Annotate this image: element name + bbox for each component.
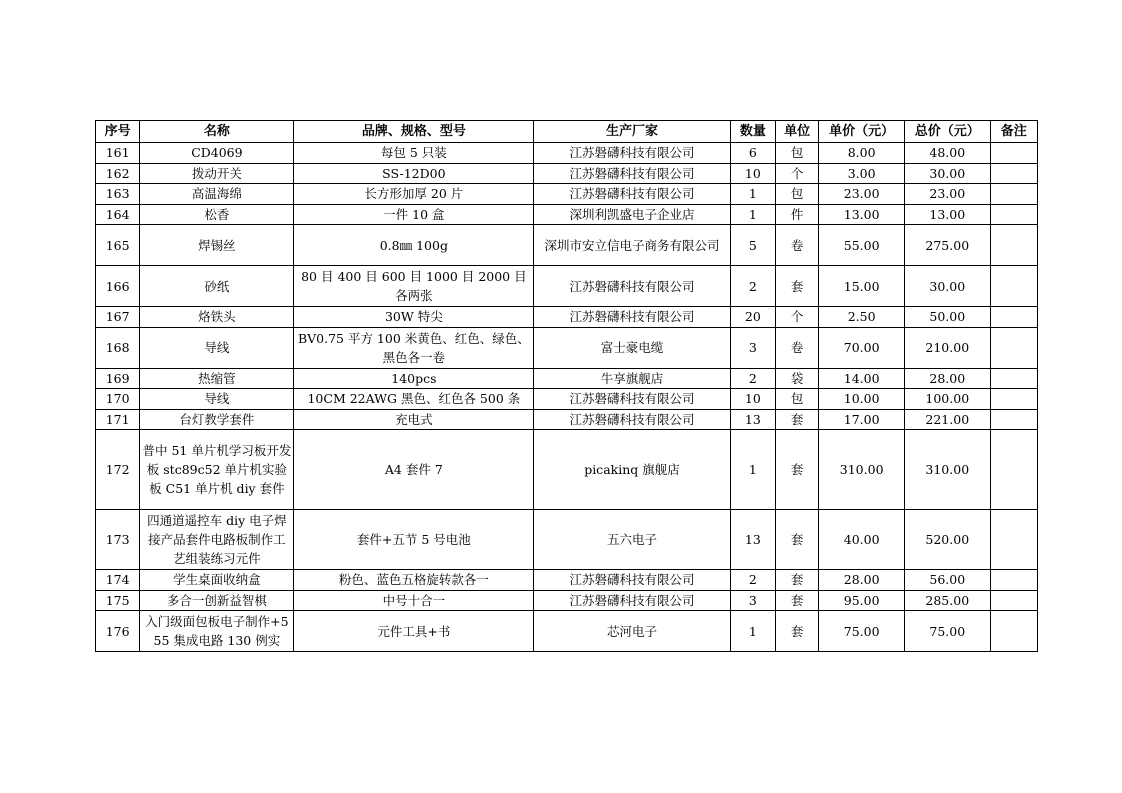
cell-total: 28.00 <box>904 368 990 389</box>
table-row <box>96 307 1038 328</box>
cell-unit: 套 <box>776 266 819 307</box>
table-row <box>96 409 1038 430</box>
cell-price: 310.00 <box>819 430 905 510</box>
cell-maker: 江苏磐礴科技有限公司 <box>534 590 730 611</box>
cell-name: 导线 <box>140 389 294 410</box>
cell-no: 167 <box>96 307 140 328</box>
cell-price: 15.00 <box>819 266 905 307</box>
cell-total: 48.00 <box>904 143 990 164</box>
cell-name: 热缩管 <box>140 368 294 389</box>
cell-no: 169 <box>96 368 140 389</box>
cell-unit: 包 <box>776 389 819 410</box>
cell-qty: 3 <box>730 590 775 611</box>
cell-no: 172 <box>96 430 140 510</box>
cell-qty: 2 <box>730 368 775 389</box>
cell-no: 163 <box>96 184 140 205</box>
table-row <box>96 204 1038 225</box>
cell-no: 174 <box>96 570 140 591</box>
cell-maker: 富士豪电缆 <box>534 327 730 368</box>
cell-unit: 套 <box>776 430 819 510</box>
header-price: 单价（元） <box>819 121 905 143</box>
cell-name: 多合一创新益智棋 <box>140 590 294 611</box>
cell-maker: 五六电子 <box>534 510 730 570</box>
cell-price: 2.50 <box>819 307 905 328</box>
table-header-row <box>96 121 1038 143</box>
table-row <box>96 327 1038 368</box>
cell-spec: 套件+五节 5 号电池 <box>294 510 534 570</box>
cell-total: 30.00 <box>904 163 990 184</box>
table-row <box>96 184 1038 205</box>
cell-name: 高温海绵 <box>140 184 294 205</box>
table-row <box>96 389 1038 410</box>
cell-unit: 套 <box>776 590 819 611</box>
cell-no: 164 <box>96 204 140 225</box>
cell-total: 520.00 <box>904 510 990 570</box>
cell-spec: 30W 特尖 <box>294 307 534 328</box>
cell-price: 3.00 <box>819 163 905 184</box>
cell-note <box>990 327 1037 368</box>
cell-name: 松香 <box>140 204 294 225</box>
cell-note <box>990 266 1037 307</box>
cell-name: 导线 <box>140 327 294 368</box>
cell-total: 210.00 <box>904 327 990 368</box>
cell-no: 165 <box>96 225 140 266</box>
cell-no: 170 <box>96 389 140 410</box>
cell-note <box>990 204 1037 225</box>
cell-spec: 80 目 400 目 600 目 1000 目 2000 目各两张 <box>294 266 534 307</box>
cell-name: 普中 51 单片机学习板开发板 stc89c52 单片机实验板 C51 单片机 diy 套件 <box>140 430 294 510</box>
cell-maker: 江苏磐礴科技有限公司 <box>534 266 730 307</box>
cell-name: 拨动开关 <box>140 163 294 184</box>
cell-note <box>990 389 1037 410</box>
cell-name: CD4069 <box>140 143 294 164</box>
cell-price: 17.00 <box>819 409 905 430</box>
cell-qty: 1 <box>730 204 775 225</box>
table-row <box>96 590 1038 611</box>
cell-total: 56.00 <box>904 570 990 591</box>
cell-price: 23.00 <box>819 184 905 205</box>
cell-maker: 牛享旗舰店 <box>534 368 730 389</box>
cell-unit: 个 <box>776 163 819 184</box>
header-spec: 品牌、规格、型号 <box>294 121 534 143</box>
cell-spec: BV0.75 平方 100 米黄色、红色、绿色、黑色各一卷 <box>294 327 534 368</box>
cell-unit: 个 <box>776 307 819 328</box>
cell-note <box>990 225 1037 266</box>
table-row <box>96 611 1038 652</box>
cell-unit: 套 <box>776 611 819 652</box>
cell-qty: 2 <box>730 570 775 591</box>
cell-spec: 粉色、蓝色五格旋转款各一 <box>294 570 534 591</box>
cell-note <box>990 510 1037 570</box>
cell-qty: 6 <box>730 143 775 164</box>
cell-maker: 深圳市安立信电子商务有限公司 <box>534 225 730 266</box>
cell-note <box>990 611 1037 652</box>
cell-unit: 袋 <box>776 368 819 389</box>
cell-qty: 20 <box>730 307 775 328</box>
cell-spec: 0.8㎜ 100g <box>294 225 534 266</box>
cell-name: 学生桌面收纳盒 <box>140 570 294 591</box>
header-total: 总价（元） <box>904 121 990 143</box>
cell-note <box>990 143 1037 164</box>
cell-total: 221.00 <box>904 409 990 430</box>
cell-qty: 5 <box>730 225 775 266</box>
cell-unit: 卷 <box>776 225 819 266</box>
cell-unit: 套 <box>776 510 819 570</box>
cell-no: 161 <box>96 143 140 164</box>
cell-unit: 套 <box>776 570 819 591</box>
cell-name: 入门级面包板电子制作+555 集成电路 130 例实 <box>140 611 294 652</box>
cell-total: 30.00 <box>904 266 990 307</box>
cell-qty: 1 <box>730 184 775 205</box>
cell-price: 13.00 <box>819 204 905 225</box>
cell-spec: 140pcs <box>294 368 534 389</box>
cell-unit: 件 <box>776 204 819 225</box>
cell-maker: 芯河电子 <box>534 611 730 652</box>
cell-qty: 1 <box>730 430 775 510</box>
cell-note <box>990 590 1037 611</box>
cell-total: 23.00 <box>904 184 990 205</box>
cell-price: 8.00 <box>819 143 905 164</box>
cell-note <box>990 430 1037 510</box>
header-name: 名称 <box>140 121 294 143</box>
cell-name: 台灯教学套件 <box>140 409 294 430</box>
cell-maker: 江苏磐礴科技有限公司 <box>534 570 730 591</box>
cell-name: 焊锡丝 <box>140 225 294 266</box>
cell-name: 烙铁头 <box>140 307 294 328</box>
cell-spec: 10CM 22AWG 黑色、红色各 500 条 <box>294 389 534 410</box>
cell-spec: 充电式 <box>294 409 534 430</box>
cell-price: 95.00 <box>819 590 905 611</box>
table-row <box>96 225 1038 266</box>
cell-name: 四通道遥控车 diy 电子焊接产品套件电路板制作工艺组装练习元件 <box>140 510 294 570</box>
cell-maker: 江苏磐礴科技有限公司 <box>534 409 730 430</box>
cell-spec: 长方形加厚 20 片 <box>294 184 534 205</box>
cell-maker: 深圳利凯盛电子企业店 <box>534 204 730 225</box>
cell-spec: 元件工具+书 <box>294 611 534 652</box>
cell-price: 55.00 <box>819 225 905 266</box>
cell-qty: 2 <box>730 266 775 307</box>
cell-maker: 江苏磐礴科技有限公司 <box>534 163 730 184</box>
cell-price: 40.00 <box>819 510 905 570</box>
cell-qty: 13 <box>730 409 775 430</box>
cell-no: 171 <box>96 409 140 430</box>
cell-price: 75.00 <box>819 611 905 652</box>
cell-no: 173 <box>96 510 140 570</box>
header-unit: 单位 <box>776 121 819 143</box>
cell-note <box>990 368 1037 389</box>
cell-spec: SS-12D00 <box>294 163 534 184</box>
procurement-table <box>95 120 1038 652</box>
header-qty: 数量 <box>730 121 775 143</box>
table-row <box>96 510 1038 570</box>
header-note: 备注 <box>990 121 1037 143</box>
cell-unit: 包 <box>776 143 819 164</box>
cell-total: 285.00 <box>904 590 990 611</box>
cell-price: 28.00 <box>819 570 905 591</box>
cell-qty: 3 <box>730 327 775 368</box>
table-row <box>96 430 1038 510</box>
cell-qty: 1 <box>730 611 775 652</box>
cell-no: 162 <box>96 163 140 184</box>
cell-total: 13.00 <box>904 204 990 225</box>
table-row <box>96 163 1038 184</box>
cell-no: 166 <box>96 266 140 307</box>
cell-total: 100.00 <box>904 389 990 410</box>
cell-maker: picakinq 旗舰店 <box>534 430 730 510</box>
table-row <box>96 266 1038 307</box>
cell-unit: 包 <box>776 184 819 205</box>
cell-note <box>990 570 1037 591</box>
cell-note <box>990 307 1037 328</box>
cell-total: 75.00 <box>904 611 990 652</box>
cell-spec: 一件 10 盒 <box>294 204 534 225</box>
table-row <box>96 368 1038 389</box>
cell-maker: 江苏磐礴科技有限公司 <box>534 389 730 410</box>
table-row <box>96 570 1038 591</box>
cell-note <box>990 184 1037 205</box>
header-no: 序号 <box>96 121 140 143</box>
cell-qty: 10 <box>730 389 775 410</box>
cell-spec: 中号十合一 <box>294 590 534 611</box>
cell-note <box>990 163 1037 184</box>
cell-unit: 卷 <box>776 327 819 368</box>
cell-total: 310.00 <box>904 430 990 510</box>
cell-no: 176 <box>96 611 140 652</box>
cell-qty: 13 <box>730 510 775 570</box>
cell-maker: 江苏磐礴科技有限公司 <box>534 184 730 205</box>
cell-no: 168 <box>96 327 140 368</box>
cell-maker: 江苏磐礴科技有限公司 <box>534 307 730 328</box>
cell-name: 砂纸 <box>140 266 294 307</box>
header-maker: 生产厂家 <box>534 121 730 143</box>
cell-no: 175 <box>96 590 140 611</box>
cell-qty: 10 <box>730 163 775 184</box>
cell-price: 70.00 <box>819 327 905 368</box>
cell-price: 10.00 <box>819 389 905 410</box>
cell-spec: 每包 5 只装 <box>294 143 534 164</box>
cell-total: 275.00 <box>904 225 990 266</box>
table-row <box>96 143 1038 164</box>
cell-total: 50.00 <box>904 307 990 328</box>
cell-note <box>990 409 1037 430</box>
cell-price: 14.00 <box>819 368 905 389</box>
cell-spec: A4 套件 7 <box>294 430 534 510</box>
cell-unit: 套 <box>776 409 819 430</box>
cell-maker: 江苏磐礴科技有限公司 <box>534 143 730 164</box>
